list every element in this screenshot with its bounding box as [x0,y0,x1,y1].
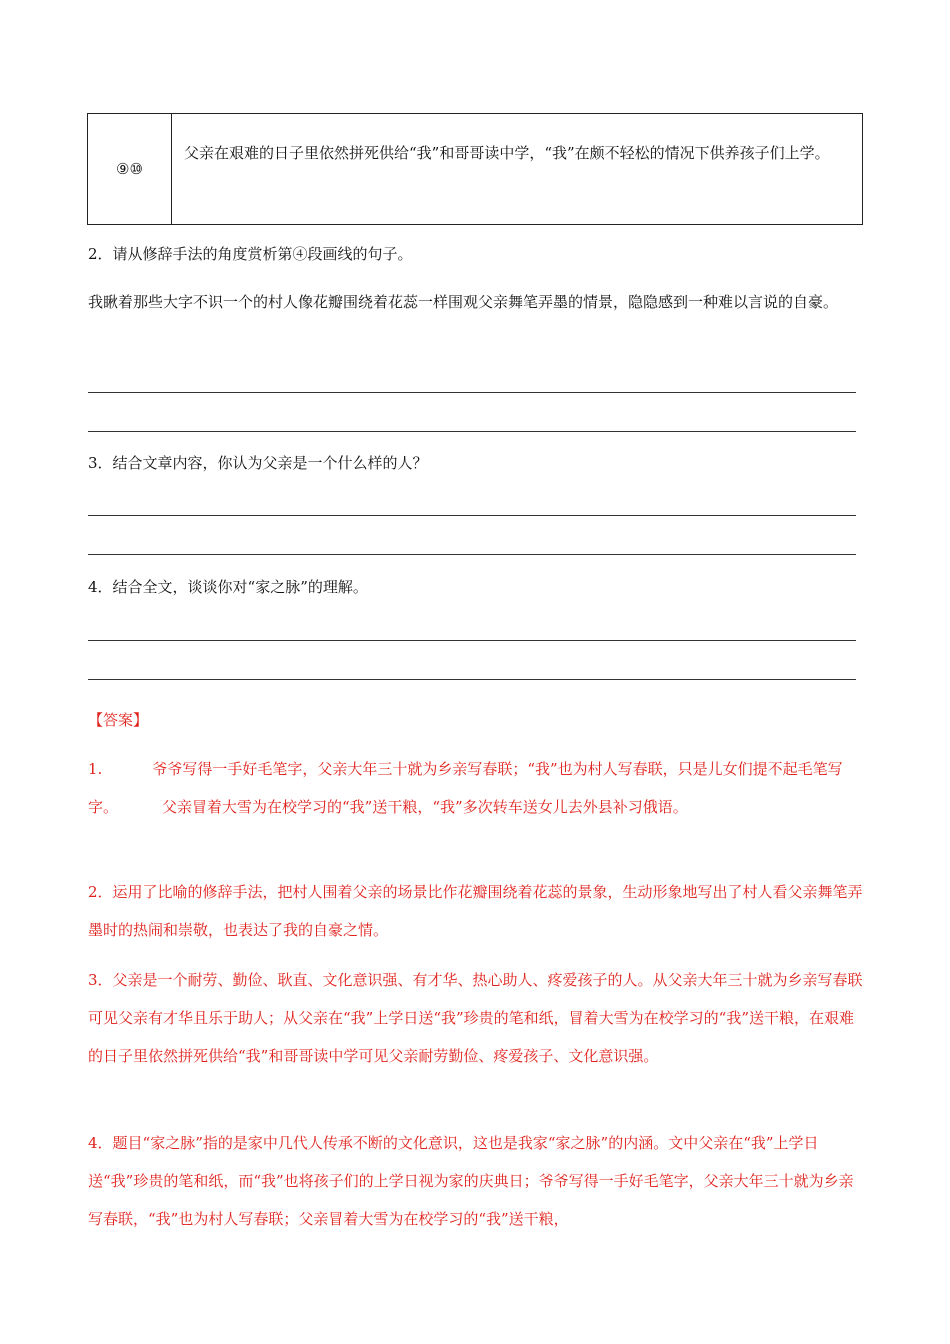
answer-line [88,431,856,432]
answer-line [88,392,856,393]
table-paragraph-number: ⑨⑩ [88,114,172,224]
question-3: 3．结合文章内容，你认为父亲是一个什么样的人？ [88,454,428,472]
answer-line [88,515,856,516]
answer-1-number: 1. [88,760,103,778]
answer-heading: 【答案】 [88,711,149,729]
answer-1-part-1: 爷爷写得一手好毛笔字，父亲大年三十就为乡亲写春联；“我”也为村人写春联，只是儿女们提不起毛笔写字。 [88,760,843,816]
answer-line [88,554,856,555]
answer-line [88,640,856,641]
answer-1-part-2: 父亲冒着大雪为在校学习的“我”送干粮，“我”多次转车送女儿去外县补习俄语。 [162,798,688,816]
answer-4: 4．题目“家之脉”指的是家中几代人传承不断的文化意识，这也是我家“家之脉”的内涵。文中父亲在“我”上学日送“我”珍贵的笔和纸，而“我”也将孩子们的上学日视为家的庆典日；爷爷写得一手好毛笔字，父亲大年三十就为乡亲写春联，“我”也为村人写春联；父亲冒着大雪为在校学习的“我”送干粮， [88,1134,854,1228]
paragraph-summary-table [87,113,863,225]
question-2: 2．请从修辞手法的角度赏析第④段画线的句子。 [88,245,413,263]
table-summary-text: 父亲在艰难的日子里依然拼死供给“我”和哥哥读中学，“我”在颇不轻松的情况下供养孩子们上学。 [184,144,830,162]
answer-2: 2．运用了比喻的修辞手法，把村人围着父亲的场景比作花瓣围绕着花蕊的景象，生动形象地写出了村人看父亲舞笔弄墨时的热闹和崇敬，也表达了我的自豪之情。 [88,883,863,939]
answer-1 [88,750,863,826]
answer-3: 3．父亲是一个耐劳、勤俭、耿直、文化意识强、有才华、热心助人、疼爱孩子的人。从父亲大年三十就为乡亲写春联可见父亲有才华且乐于助人；从父亲在“我”上学日送“我”珍贵的笔和纸，冒着大雪为在校学习的“我”送干粮，在艰难的日子里依然拼死供给“我”和哥哥读中学可见父亲耐劳勤俭、疼爱孩子、文化意识强。 [88,971,863,1065]
question-2-quote: 我瞅着那些大字不识一个的村人像花瓣围绕着花蕊一样围观父亲舞笔弄墨的情景，隐隐感到一种难以言说的自豪。 [88,293,839,311]
answer-line [88,679,856,680]
question-4: 4．结合全文，谈谈你对“家之脉”的理解。 [88,578,368,596]
